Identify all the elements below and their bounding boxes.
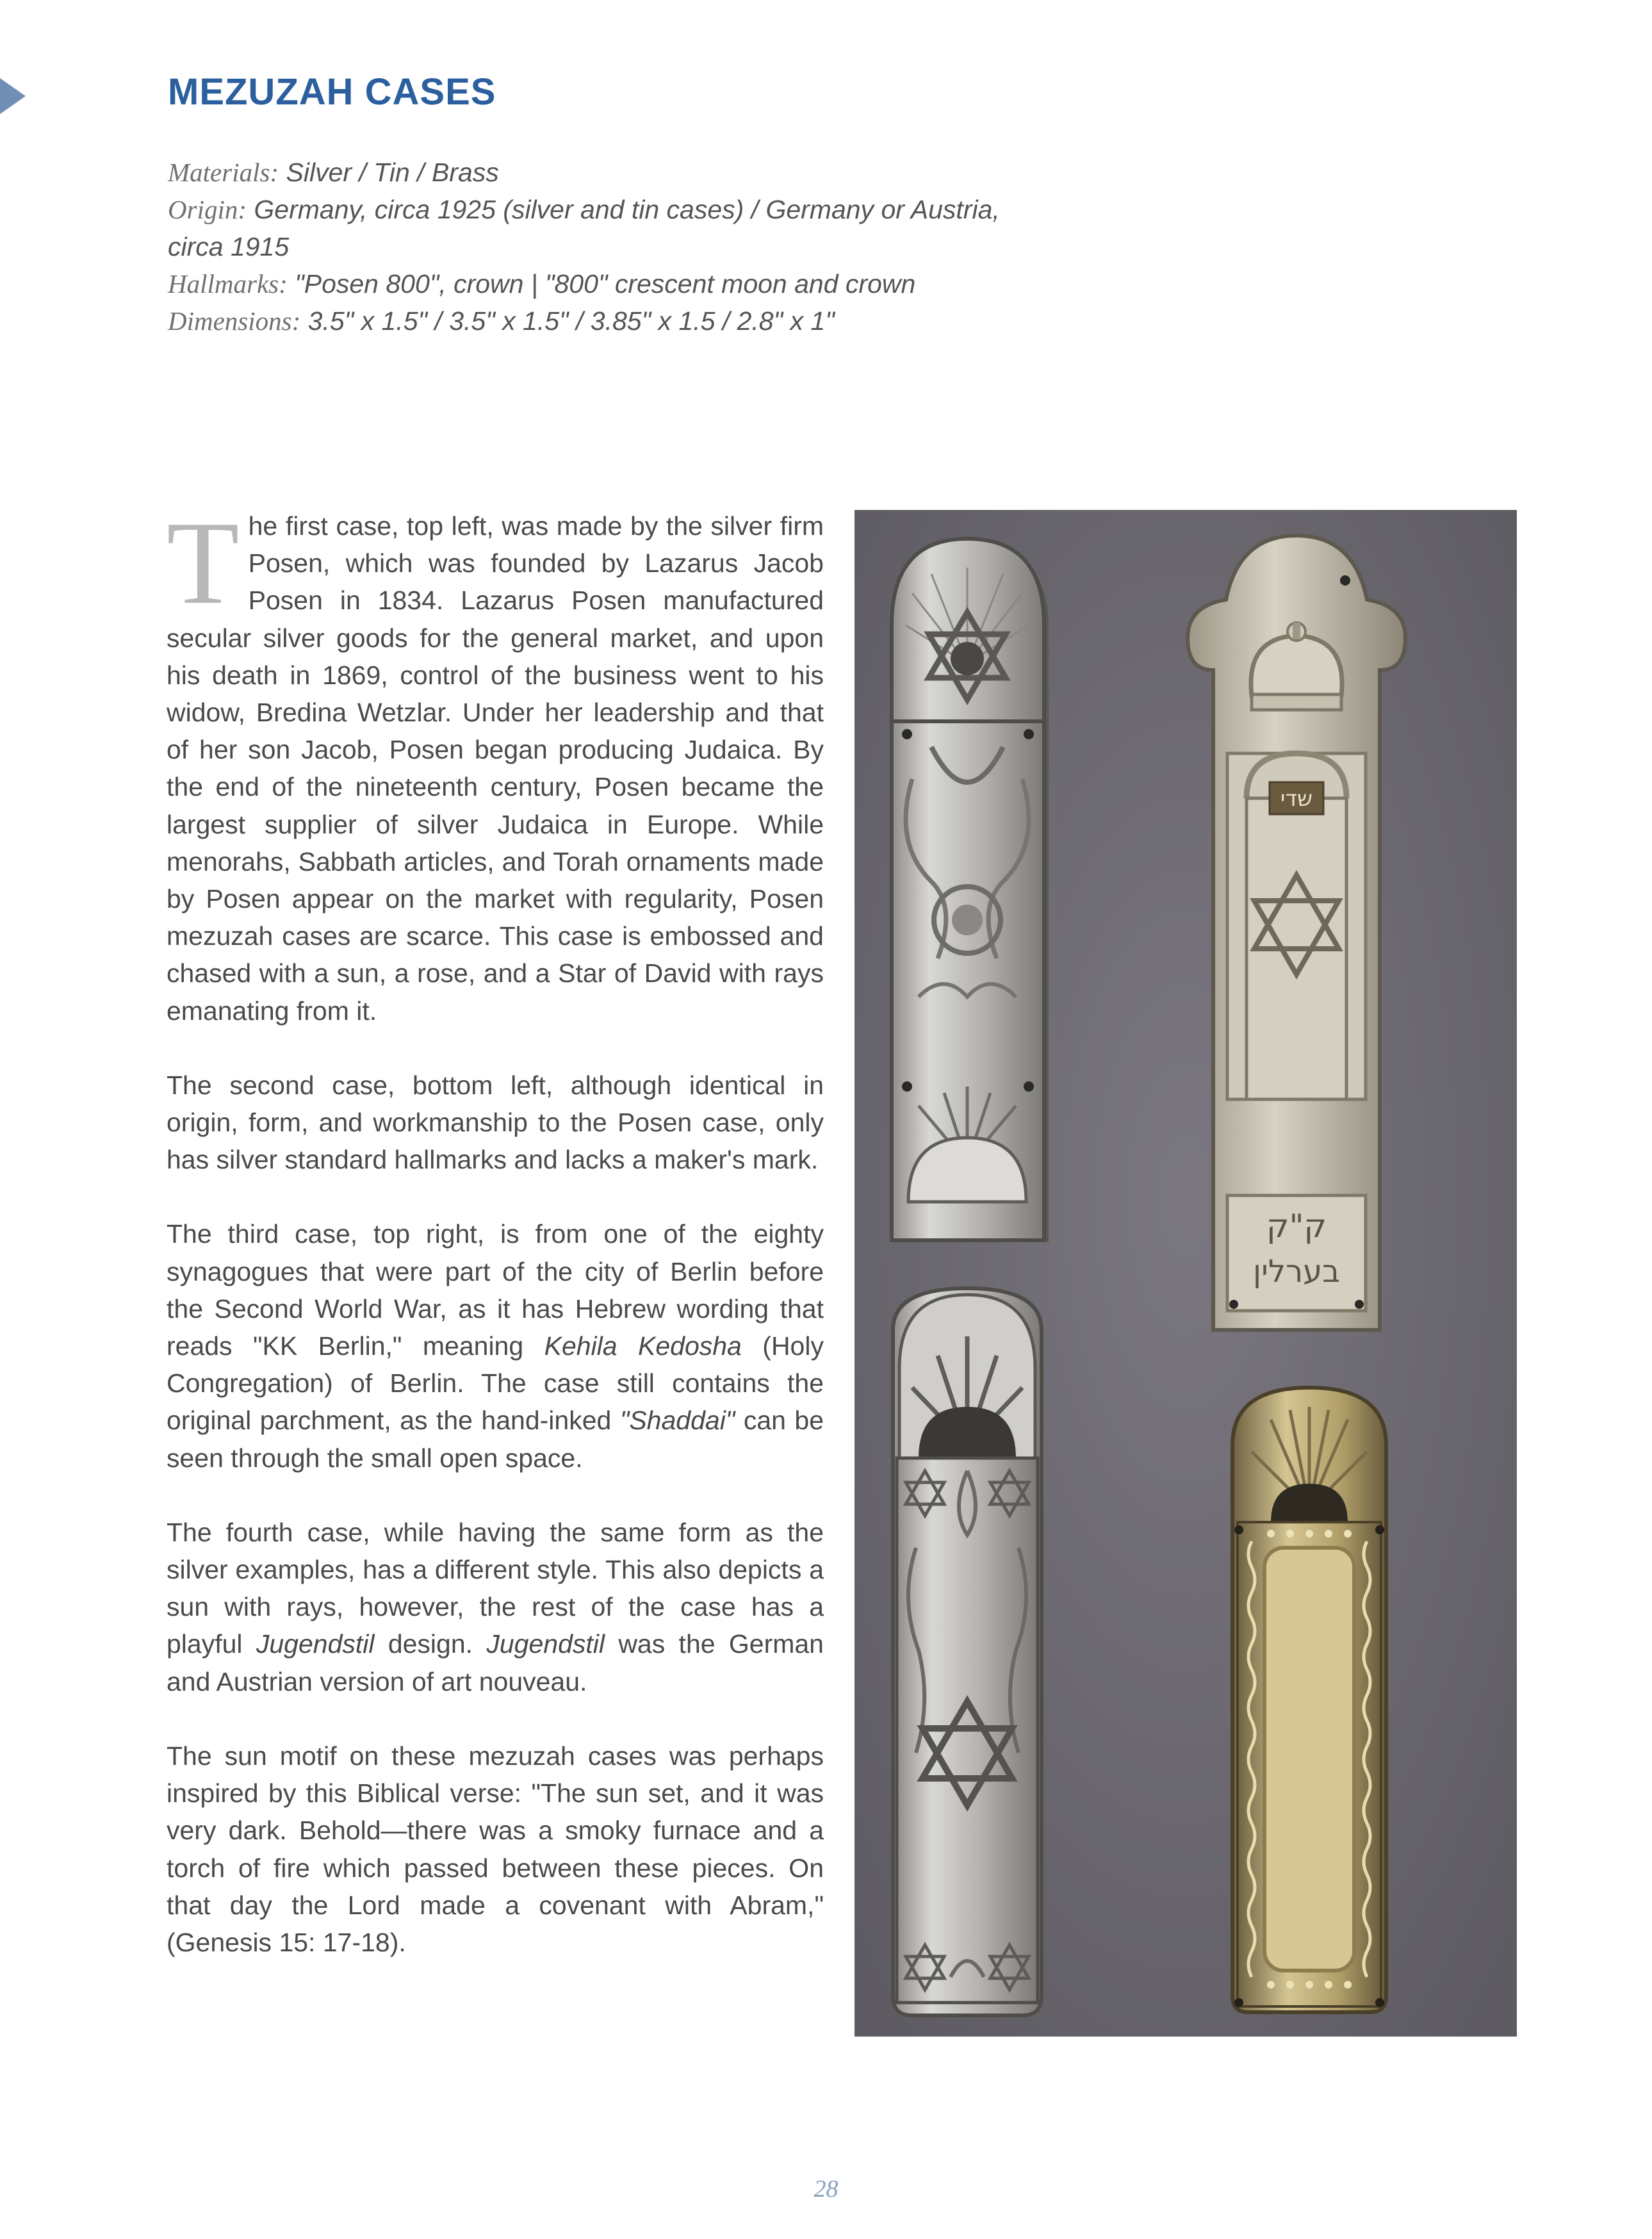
term-shaddai: "Shaddai" bbox=[619, 1406, 735, 1436]
drop-cap: T bbox=[167, 497, 240, 629]
paragraph-1 bbox=[167, 497, 824, 1029]
hallmarks-label: Hallmarks: bbox=[168, 269, 288, 299]
mezuzah-case-bottom-left bbox=[893, 1288, 1042, 2015]
origin-line bbox=[168, 191, 1077, 228]
dimensions-line bbox=[168, 302, 1077, 340]
origin-value-continued: circa 1915 bbox=[168, 232, 290, 261]
photo-hebrew-kk: ק"ק bbox=[1266, 1208, 1327, 1245]
photo-hebrew-berlin: בערלין bbox=[1253, 1254, 1340, 1290]
term-kehila-kedosha: Kehila Kedosha bbox=[544, 1331, 742, 1361]
hallmarks-value: "Posen 800", crown | "800" crescent moon and crown bbox=[295, 269, 916, 299]
mezuzah-cases-photo bbox=[855, 510, 1517, 2037]
paragraph-2: The second case, bottom left, although identical in origin, form, and workmanship to the Posen case, only has silver standard hallmarks and lacks a maker's mark. bbox=[167, 1070, 824, 1175]
paragraph-5: The sun motif on these mezuzah cases was perhaps inspired by this Biblical verse: "The sun set, and it was very dark. Behold—there was a smoky furnace and a torch of fire which passed between these pieces. On that day the Lord made a covenant with Abram," (Genesis 15: 17-18). bbox=[167, 1741, 824, 1957]
dimensions-label: Dimensions: bbox=[168, 306, 301, 336]
paragraph-4 bbox=[167, 1514, 824, 1700]
paragraph-3-part-c: can be seen through the small open space. bbox=[167, 1406, 824, 1473]
mezuzah-case-top-left bbox=[892, 539, 1047, 1240]
paragraph-3 bbox=[167, 1215, 824, 1476]
body-text bbox=[167, 497, 824, 1998]
term-jugendstil: Jugendstil bbox=[256, 1629, 375, 1659]
materials-value: Silver / Tin / Brass bbox=[286, 158, 499, 187]
paragraph-4-part-a: The fourth case, while having the same form as the silver examples, has a different style. This also depicts a sun with rays, however, the rest of the case has a playful bbox=[167, 1517, 824, 1659]
mezuzah-case-bottom-right bbox=[1232, 1388, 1386, 2012]
paragraph-3-part-b: (Holy Congregation) of Berlin. The case still contains the original parchment, as the hand-inked bbox=[167, 1331, 824, 1436]
details-block bbox=[168, 154, 1077, 340]
origin-value: Germany, circa 1925 (silver and tin cases) / Germany or Austria, bbox=[254, 195, 1000, 224]
section-marker-arrow-icon bbox=[0, 78, 26, 114]
paragraph-4-part-b: design. bbox=[374, 1629, 487, 1659]
photo-hebrew-shaddai: שדי bbox=[1280, 786, 1313, 812]
paragraph-1-text: he first case, top left, was made by the silver firm Posen, which was founded by Lazarus Jacob Posen in 1834. Lazarus Posen manufactured secular silver goods for the general market, and upon his death in 1869, control of the business went to his widow, Bredina Wetzlar. Under her leadership and that of her son Jacob, Posen began producing Judaica. By the end of the nineteenth century, Posen became the largest supplier of silver Judaica in Europe. While menorahs, Sabbath articles, and Torah ornaments made by Posen appear on the market with regularity, Posen mezuzah cases are scarce. This case is embossed and chased with a sun, a rose, and a Star of David with rays emanating from it. bbox=[167, 511, 824, 1026]
term-jugendstil-2: Jugendstil bbox=[486, 1629, 605, 1659]
dimensions-value: 3.5" x 1.5" / 3.5" x 1.5" / 3.85" x 1.5 / 2.8" x 1" bbox=[307, 306, 835, 336]
origin-label: Origin: bbox=[168, 195, 247, 224]
mezuzah-case-top-right bbox=[1188, 536, 1405, 1330]
page-number: 28 bbox=[814, 2176, 838, 2202]
materials-line bbox=[168, 154, 1077, 191]
hallmarks-line bbox=[168, 265, 1077, 302]
paragraph-4-part-c: was the German and Austrian version of art nouveau. bbox=[167, 1629, 824, 1696]
paragraph-3-part-a: The third case, top right, is from one of the eighty synagogues that were part of the city of Berlin before the Second World War, as it has Hebrew wording that reads "KK Berlin," meaning bbox=[167, 1219, 824, 1361]
page-title: MEZUZAH CASES bbox=[168, 71, 496, 113]
origin-line-continued bbox=[168, 228, 1077, 265]
materials-label: Materials: bbox=[168, 158, 279, 187]
